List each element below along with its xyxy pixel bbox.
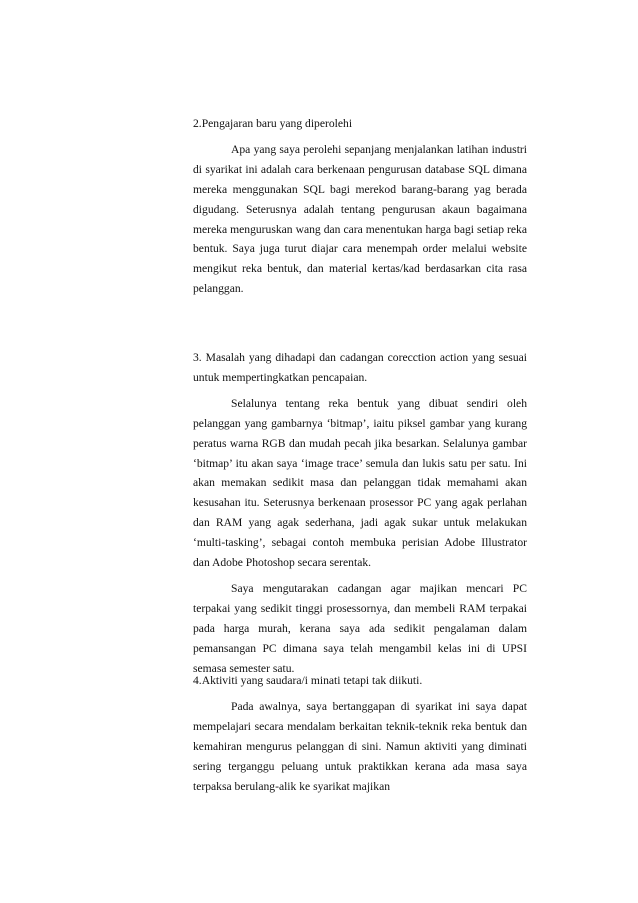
section-2 — [193, 114, 527, 299]
section-4 — [193, 671, 527, 796]
section-heading: 2.Pengajaran baru yang diperolehi — [193, 117, 353, 130]
paragraph: Selalunya tentang reka bentuk yang dibuat sendiri oleh pelanggan yang gambarnya ‘bitmap’, iaitu piksel gambar yang kurang peratus warna RGB dan mudah pecah jika besarkan. Selalunya gambar ‘bitmap’ itu akan saya ‘image trace’ semula dan lukis satu per satu. Ini akan memakan sedikit masa dan pelanggan tidak memahami akan kesusahan itu. Seterusnya berkenaan prosessor PC yang agak perlahan dan RAM yang agak sederhana, jadi agak sukar untuk melakukan ‘multi-tasking’, sebagai contoh membuka perisian Adobe Illustrator dan Adobe Photoshop secara serentak. — [193, 396, 527, 570]
section-heading: 3. Masalah yang dihadapi dan cadangan corecction action yang sesuai untuk mempertingkatkan pencapaian. — [193, 351, 527, 384]
section-heading: 4.Aktiviti yang saudara/i minati tetapi tak diikuti. — [193, 674, 423, 687]
paragraph: Saya mengutarakan cadangan agar majikan mencari PC terpakai yang sedikit tinggi prosessornya, dan membeli RAM terpakai pada harga murah, kerana saya ada sedikit pengalaman dalam pemansangan PC dimana saya telah mengambil kelas ini di UPSI semasa semester satu. — [193, 581, 527, 675]
section-3 — [193, 348, 527, 679]
paragraph: Pada awalnya, saya bertanggapan di syarikat ini saya dapat mempelajari secara mendalam berkaitan teknik-teknik reka bentuk dan kemahiran mengurus pelanggan di sini. Namun aktiviti yang diminati sering terganggu peluang untuk praktikkan kerana ada masa saya terpaksa berulang-alik ke syarikat majikan — [193, 699, 527, 793]
paragraph: Apa yang saya perolehi sepanjang menjalankan latihan industri di syarikat ini adalah cara berkenaan pengurusan database SQL dimana mereka menggunakan SQL bagi merekod barang-barang yag berada digudang. Seterusnya adalah tentang pengurusan akaun bagaimana mereka menguruskan wang dan cara menentukan harga bagi setiap reka bentuk. Saya juga turut diajar cara menempah order melalui website mengikut reka bentuk, dan material kertas/kad berdasarkan cita rasa pelanggan. — [193, 142, 527, 296]
